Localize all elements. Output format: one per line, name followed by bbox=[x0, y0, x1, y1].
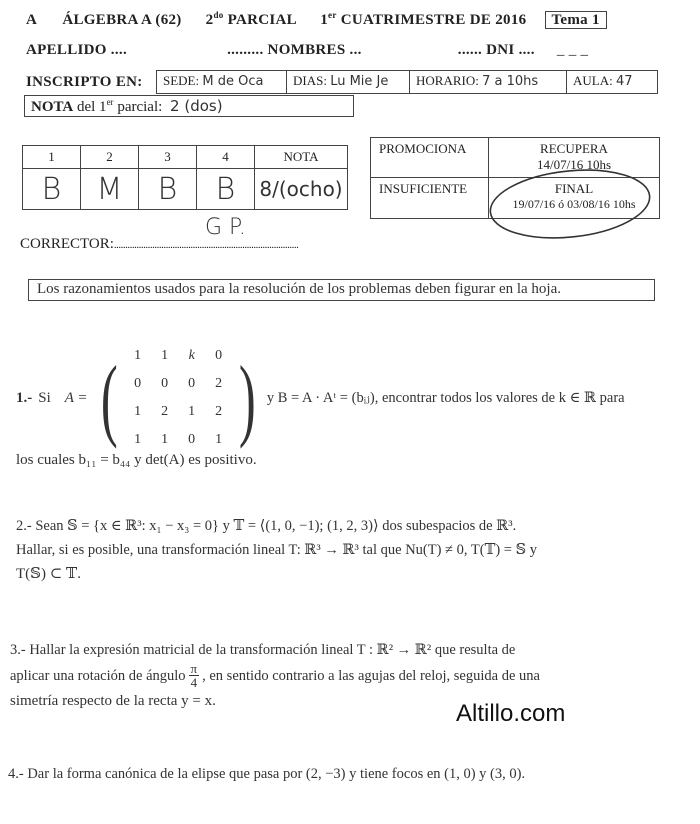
matrix-cell: 1 bbox=[134, 432, 142, 447]
sede-handwritten: M de Oca bbox=[202, 74, 264, 89]
sede-cell: SEDE: M de Oca bbox=[157, 71, 287, 93]
problem-3 bbox=[10, 638, 695, 713]
problem-2 bbox=[16, 514, 696, 586]
grade-value-3: B bbox=[139, 169, 197, 210]
corrector-initials: G P. bbox=[205, 215, 246, 240]
problem-3-line-1: 3.- Hallar la expresión matricial de la transformación lineal T : ℝ² → ℝ² que resulta de bbox=[10, 642, 516, 658]
problem-2-line-1: 2.- Sean 𝕊 = {x ∈ ℝ³: x₁ − x₃ = 0} y 𝕋 = ⟨(1, 0, −1); (1, 2, 3)⟩ dos subespacios de ℝ³. bbox=[16, 518, 517, 534]
problem-1-line-1: 1.- Si A = ( 1 1 k 0 0 0 0 2 1 2 1 2 1 1 0 1 ) y B = A · Aᵗ = (bᵢⱼ), encontrar todos los valores de k ∈ ℝ para bbox=[16, 342, 686, 454]
grade-value-nota: 8/(ocho) bbox=[255, 169, 348, 210]
exam-letter: A bbox=[26, 12, 37, 28]
matrix-cell: 1 bbox=[215, 432, 223, 447]
matrix-cell: 1 bbox=[134, 348, 142, 363]
matrix-cell: k bbox=[188, 348, 195, 363]
grade-value-1: B bbox=[23, 169, 81, 210]
apellido-field: APELLIDO .... bbox=[26, 42, 127, 58]
recupera-cell: RECUPERA 14/07/16 10hs bbox=[489, 138, 659, 178]
exam-number: $2^{do}$ PARCIAL bbox=[205, 10, 297, 28]
horario-cell: HORARIO: 7 a 10hs bbox=[410, 71, 567, 93]
grade-header-3: 3 bbox=[139, 146, 197, 169]
final-cell: FINAL 19/07/16 ó 03/08/16 10hs bbox=[489, 178, 659, 218]
matrix-cell: 2 bbox=[161, 404, 169, 419]
matrix-cell: 1 bbox=[188, 404, 196, 419]
grade-header-1: 1 bbox=[23, 146, 81, 169]
grade-header-2: 2 bbox=[81, 146, 139, 169]
horario-handwritten: 7 a 10hs bbox=[482, 74, 539, 89]
exam-subject: ÁLGEBRA A (62) bbox=[62, 12, 182, 28]
matrix-cell: 0 bbox=[161, 376, 169, 391]
dias-handwritten: Lu Mie Je bbox=[330, 74, 389, 89]
problem-3-line-3: simetría respecto de la recta y = x. bbox=[10, 693, 216, 709]
aula-cell: AULA: 47 bbox=[573, 73, 633, 89]
matrix-cell: 1 bbox=[161, 432, 169, 447]
corrector-dots: .................................................................................. bbox=[113, 239, 299, 251]
grade-value-4: B bbox=[197, 169, 255, 210]
inscripto-box bbox=[156, 70, 658, 94]
matrix-cell: 2 bbox=[215, 376, 223, 391]
matrix-cell: 0 bbox=[215, 348, 223, 363]
problem-1-text: y B = A · Aᵗ = (bᵢⱼ), encontrar todos los valores de k ∈ ℝ para bbox=[266, 390, 625, 406]
grades-table bbox=[22, 145, 348, 210]
matrix-cell: 1 bbox=[134, 404, 142, 419]
fraction-pi-over-4: π 4 bbox=[190, 661, 198, 690]
matrix-right-paren: ) bbox=[239, 347, 256, 449]
matrix-a bbox=[124, 342, 232, 454]
exam-term: 1er CUATRIMESTRE DE 2016 bbox=[320, 10, 527, 28]
nota-primer-parcial: NOTA del 1er parcial: 2 (dos) bbox=[24, 95, 354, 117]
nota-primer-value: 2 (dos) bbox=[170, 97, 223, 115]
grade-header-nota: NOTA bbox=[255, 146, 348, 169]
grade-value-2: M bbox=[81, 169, 139, 210]
problem-2-line-2: Hallar, si es posible, una transformación lineal T: ℝ³ → ℝ³ tal que Nu(T) ≠ 0, T(𝕋) = 𝕊 y bbox=[16, 542, 537, 558]
corrector-label: CORRECTOR: bbox=[20, 236, 114, 252]
final-circle-mark bbox=[486, 164, 656, 244]
problem-4 bbox=[8, 762, 696, 786]
problem-1-line-2: los cuales b₁₁ = b₄₄ y det(A) es positivo. bbox=[16, 452, 257, 468]
insuficiente-cell: INSUFICIENTE bbox=[371, 178, 489, 218]
tema-badge: Tema 1 bbox=[545, 11, 607, 29]
matrix-cell: 1 bbox=[161, 348, 169, 363]
inscripto-label: INSCRIPTO EN: bbox=[26, 74, 143, 90]
grades-header-row bbox=[23, 146, 348, 169]
exam-header bbox=[26, 10, 676, 29]
notice-box: Los razonamientos usados para la resolución de los problemas deben figurar en la hoja. bbox=[28, 279, 655, 301]
grades-value-row bbox=[23, 169, 348, 210]
dni-field: ...... DNI .... bbox=[457, 42, 535, 58]
promociona-cell: PROMOCIONA bbox=[371, 138, 489, 178]
nombres-field: ......... NOMBRES ... bbox=[227, 42, 362, 58]
matrix-cell: 0 bbox=[188, 432, 196, 447]
matrix-cell: 0 bbox=[134, 376, 142, 391]
dni-tail: _ _ _ bbox=[556, 42, 589, 58]
problem-3-line-2: aplicar una rotación de ángulo π 4 , en sentido contrario a las agujas del reloj, seguida de una bbox=[10, 661, 540, 690]
final-dates: 19/07/16 ó 03/08/16 10hs bbox=[512, 197, 636, 211]
student-info-row bbox=[26, 42, 676, 59]
matrix-left-paren: ( bbox=[100, 347, 118, 449]
altillo-watermark: Altillo.com bbox=[456, 700, 566, 727]
matrix-cell: 0 bbox=[188, 376, 196, 391]
problem-4-line-1: 4.- Dar la forma canónica de la elipse que pasa por (2, −3) y tiene focos en (1, 0) y (3, 0). bbox=[8, 766, 526, 782]
dias-cell: DIAS: Lu Mie Je bbox=[287, 71, 410, 93]
problem-1 bbox=[16, 342, 686, 472]
aula-handwritten: 47 bbox=[615, 74, 633, 89]
matrix-cell: 2 bbox=[215, 404, 223, 419]
problem-1-number: 1.- bbox=[16, 390, 33, 406]
problem-2-line-3: T(𝕊) ⊂ 𝕋. bbox=[16, 566, 81, 582]
recupera-date: 14/07/16 10hs bbox=[536, 157, 612, 172]
grade-header-4: 4 bbox=[197, 146, 255, 169]
